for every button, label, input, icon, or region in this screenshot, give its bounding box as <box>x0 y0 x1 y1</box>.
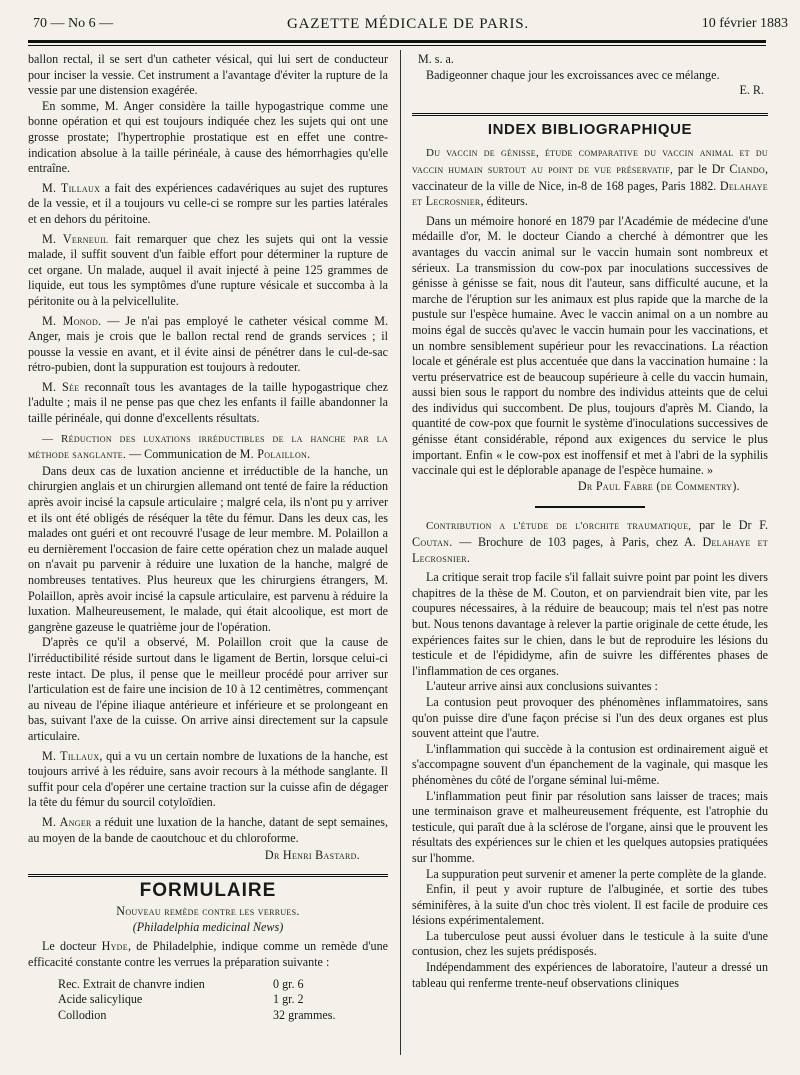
paragraph: Enfin, il peut y avoir rupture de l'albuginée, et sortie des tubes séminifères, à la suite d'un choc très violent. Il est facile de produire ces lésions expérimentalement. <box>412 882 768 928</box>
paragraph-text: , de Philadelphie, indique comme un remède d'une efficacité constante contre les verrues la préparation suivante : <box>28 939 388 970</box>
paragraph-text: par le Dr F. <box>691 518 769 533</box>
paragraph <box>28 232 388 310</box>
paragraph: D'après ce qu'il a observé, M. Polaillon croit que la cause de l'irréductibilité réside surtout dans le ligament de Bertin, lorsque celui-ci reste intact. De plus, il pense que le meilleur procédé pour arriver sur l'articulation est de faire une incision de 10 à 12 centimètres, commençant au niveau de l'épine iliaque antérieure et inférieure et se prolongeant en bas, suivant l'axe de la cuisse. On arrive ainsi directement sur la capsule articulaire. <box>28 635 388 743</box>
paragraph-text: , qui a vu un certain nombre de luxations de la hanche, est toujours arrivé à les réduire, sans avoir recours à la méthode sanglante. Il suffit pour cela d'opérer une certaine traction sur la cuisse afin de dégager la tête du fémur du sourcil cotyloïdien. <box>28 748 388 810</box>
paragraph: Dans deux cas de luxation ancienne et irréductible de la hanche, un chirurgien anglais et un chirurgien allemand ont tenté de faire la réduction après avoir incisé la capsule articulaire ; malgré cela, ils n'ont pu y arriver et ils ont été obligés de réséquer la tête du fémur. Dans les deux cas, les malades ont guéri et ont recouvré l'usage de leur membre. M. Polaillon a eu dernièrement l'occasion de faire cette opération chez un malade auquel on n'avait pu parvenir à réduire une luxation de la hanche, malgré de nombreuses tentatives. Plus heureux que les chirurgiens étrangers, M. Polaillon, après avoir incisé la capsule articulaire, est parvenu à réduire la luxation. Malheureusement, le malade, qui était alcoolique, est mort de gangrène gazeuse le quatrième jour de l'opération. <box>28 463 388 634</box>
quantity: 1 gr. 2 <box>273 992 304 1007</box>
quantity: 0 gr. 6 <box>273 976 304 991</box>
paragraph: La suppuration peut survenir et amener la perte complète de la glande. <box>426 866 767 881</box>
speaker-name: M. Sée <box>42 379 80 394</box>
paragraph: L'inflammation qui succède à la contusion est ordinairement aiguë et s'accompagne souvent d'un épanchement de la vaginale, qui masque les phénomènes du côté de l'organe séminal lui-même. <box>412 741 768 787</box>
journal-title: GAZETTE MÉDICALE DE PARIS. <box>287 16 529 32</box>
paragraph-text: , vaccinateur de la ville de Nice, in-8 de 168 pages, Paris 1882. <box>412 161 768 193</box>
paragraph: La tuberculose peut aussi évoluer dans le testicule à la suite d'une contusion, chez les sujets prédisposés. <box>412 928 768 959</box>
issue-date: 10 février 1883 <box>701 16 788 31</box>
book-publisher: Delahaye et Lecrosnier <box>412 178 768 209</box>
paragraph-text: , éditeurs. <box>480 194 528 209</box>
doctor-name: Hyde <box>101 939 128 954</box>
header-rule <box>28 40 766 43</box>
author-signature: Dr Henri Bastard. <box>264 848 360 863</box>
book-author: Coutan. <box>412 535 453 550</box>
paragraph <box>28 939 388 970</box>
page-number: 70 — No 6 — <box>33 16 114 31</box>
right-column <box>412 52 768 991</box>
book-reference <box>412 518 768 566</box>
left-column <box>28 52 388 1023</box>
formula-instruction: Badigeonner chaque jour les excroissances avec ce mélange. <box>426 67 720 82</box>
speaker-name: M. Tillaux <box>42 748 100 763</box>
paragraph: L'auteur arrive ainsi aux conclusions suivantes : <box>426 679 658 694</box>
paragraph-text: a fait des expériences cadavériques au sujet des ruptures de la vessie, et il a toujours vu celle-ci se rompre sur les parties latérales et en dehors du péritoine. <box>28 180 388 226</box>
speaker-name: M. Anger <box>42 814 92 829</box>
prescription-line <box>28 977 388 993</box>
paragraph: Dans un mémoire honoré en 1879 par l'Académie de médecine d'une médaille d'or, M. le docteur Ciando a cherché à démontrer que les avantages du vaccin animal sur le vaccin humain sont nombreux et sérieux. La transmission du cow-pox par inoculations successives de génisse à génisse se fait, nous dit l'auteur, sans difficulté aucune, et la marche de l'éruption sur les animaux est plus rapide que la marche de la pustule sur l'espèce humaine. Avec le vaccin animal on a un nombre au moins égal de succès qu'avec le vaccin humain pour les vaccinations, et un nombre sensiblement supérieur pour les revaccinations. La réaction locale et générale est plus accentuée que dans la vaccination humaine : la vertu préservatrice est de beaucoup supérieure à celle du vaccin humain, aussi bien sous le rapport du nombre des individus atteints que de celui des individus qui succombent. De plus, toujours d'après M. Ciando, la quantité de cow-pox que fournit le système d'inoculations successives de génisse étant considérable, répond aux exigences du service le plus important. Enfin « le cow-pox est inoffensif et met à l'abri de la syphilis vaccinale qui est le déplorable apanage de l'espèce humaine. » <box>412 213 768 478</box>
ingredient: Rec. Extrait de chanvre indien <box>58 976 205 991</box>
paragraph-text: reconnaît tous les avantages de la taille hypogastrique chez l'adulte ; mais il ne pense pas que chez les enfants il faille abandonner la taille périnéale, qui donne d'excellents résultats. <box>28 379 388 426</box>
communication-title: — Réduction des luxations irréductibles de la hanche par la méthode sanglante. <box>28 432 388 462</box>
author-signature: E. R. <box>739 83 764 98</box>
section-rule <box>412 113 768 116</box>
paragraph-text: — Communication de <box>126 447 240 462</box>
header-rule-thin <box>28 45 766 46</box>
ingredient: Collodion <box>58 1007 107 1022</box>
paragraph: ballon rectal, il se sert d'un catheter vésical, qui lui sert de conducteur pour inciser la vessie. Cet instrument a l'avantage d'éviter la rupture de la vessie par une distension exagérée. <box>28 52 388 98</box>
paragraph-text: — Brochure de 103 pages, à Paris, chez A. <box>452 535 703 550</box>
paragraph <box>28 181 388 228</box>
index-heading: INDEX BIBLIOGRAPHIQUE <box>487 120 693 138</box>
formula-name: Nouveau remède contre les verrues. <box>116 904 300 919</box>
formula-source: (Philadelphia medicinal News) <box>132 919 284 934</box>
paragraph <box>28 815 388 846</box>
book-publisher: Delahaye et Lecrosnier. <box>412 535 768 565</box>
speaker-name: M. Tillaux <box>42 180 101 195</box>
column-divider <box>400 50 401 1055</box>
paragraph-text: par le Dr <box>673 161 730 176</box>
paragraph <box>28 749 388 811</box>
paragraph <box>28 380 388 427</box>
prescription-line <box>28 992 388 1008</box>
paragraph-text: Le docteur <box>42 939 102 954</box>
quantity: 32 grammes. <box>273 1007 336 1022</box>
paragraph: La contusion peut provoquer des phénomènes inflammatoires, sans qu'on puisse dire d'une façon précise si l'un des deux organes est plus souvent atteint que l'autre. <box>412 694 768 741</box>
paragraph: L'inflammation peut finir par résolution sans laisser de traces; mais une terminaison grave et malheureusement fréquente, est l'atrophie du testicule, qui paraît due à la sclérose de l'organe, ainsi que le prouvent les résultats des expériences sur le chien et les quelques autopsies pratiquées sur l'homme. <box>412 788 768 865</box>
formula-instruction: M. s. a. <box>418 52 454 66</box>
book-title: Du vaccin de génisse, étude comparative du vaccin animal et du vaccin humain surtout au point de vue préservatif, <box>412 147 768 176</box>
paragraph: En somme, M. Anger considère la taille hypogastrique comme une bonne opération et qui est toujours indiquée chez les sujets qui ont une grosse prostate; l'hypertrophie prostatique est en effet une contre-indication absolue à la taille périnéale, à cause des hémorrhagies qu'elle entraîne. <box>28 98 388 176</box>
section-title <box>28 431 388 464</box>
prescription-line <box>28 1008 388 1024</box>
page-header <box>28 10 788 38</box>
short-rule <box>535 506 645 508</box>
speaker-name: M. Polaillon. <box>239 447 311 462</box>
author-signature: Dr Paul Fabre (de Commentry). <box>577 478 740 493</box>
paragraph: Indépendamment des expériences de laboratoire, l'auteur a dressé un tableau qui renferme trente-neuf observations cliniques <box>412 960 768 990</box>
book-title: Contribution a l'étude de l'orchite traumatique, <box>426 520 692 533</box>
formula-title <box>28 904 388 935</box>
speaker-name: M. Monod. <box>42 313 102 328</box>
book-reference <box>412 145 768 209</box>
paragraph-text: — Je n'ai pas employé le catheter vésical comme M. Anger, mais je crois que le ballon rectal rend de grands services ; il pousse la vessie en avant, et il évite ainsi de pénétrer dans le cul-de-sac rétro-pubien, dont la suppuration est toujours à redouter. <box>28 313 388 375</box>
paragraph-text: fait remarquer que chez les sujets qui ont la vessie malade, il suffit souvent d'un faible effort pour déterminer la rupture de cet organe. Un malade, auquel il avait injecté à peine 125 grammes de liquide, eut tous les symptômes d'une rupture vésicale et succomba à la péritonite ou à la pelvicellulite. <box>28 231 388 308</box>
section-rule <box>28 874 388 877</box>
formulaire-heading: FORMULAIRE <box>139 879 277 901</box>
paragraph-text: a réduit une luxation de la hanche, datant de sept semaines, au moyen de la bande de caoutchouc et du chloroforme. <box>28 814 389 845</box>
prescription <box>28 977 388 1024</box>
book-author: Ciando <box>729 161 765 176</box>
paragraph: La critique serait trop facile s'il fallait suivre point par point les divers chapitres de la thèse de M. Couton, et on parviendrait bien vite, par les coupures nécessaires, à la réduire de beaucoup; mais tel n'est pas notre but. Nous tenons davantage à relever la partie originale de cette étude, les expériences faites sur le chien, dans le but de reproduire les lésions du testicule et de l'épididyme, afin de suivre les différentes phases de l'inflammation de ces organes. <box>412 570 768 678</box>
paragraph <box>28 314 388 376</box>
ingredient: Acide salicylique <box>58 992 143 1007</box>
speaker-name: M. Verneuil <box>42 231 109 246</box>
